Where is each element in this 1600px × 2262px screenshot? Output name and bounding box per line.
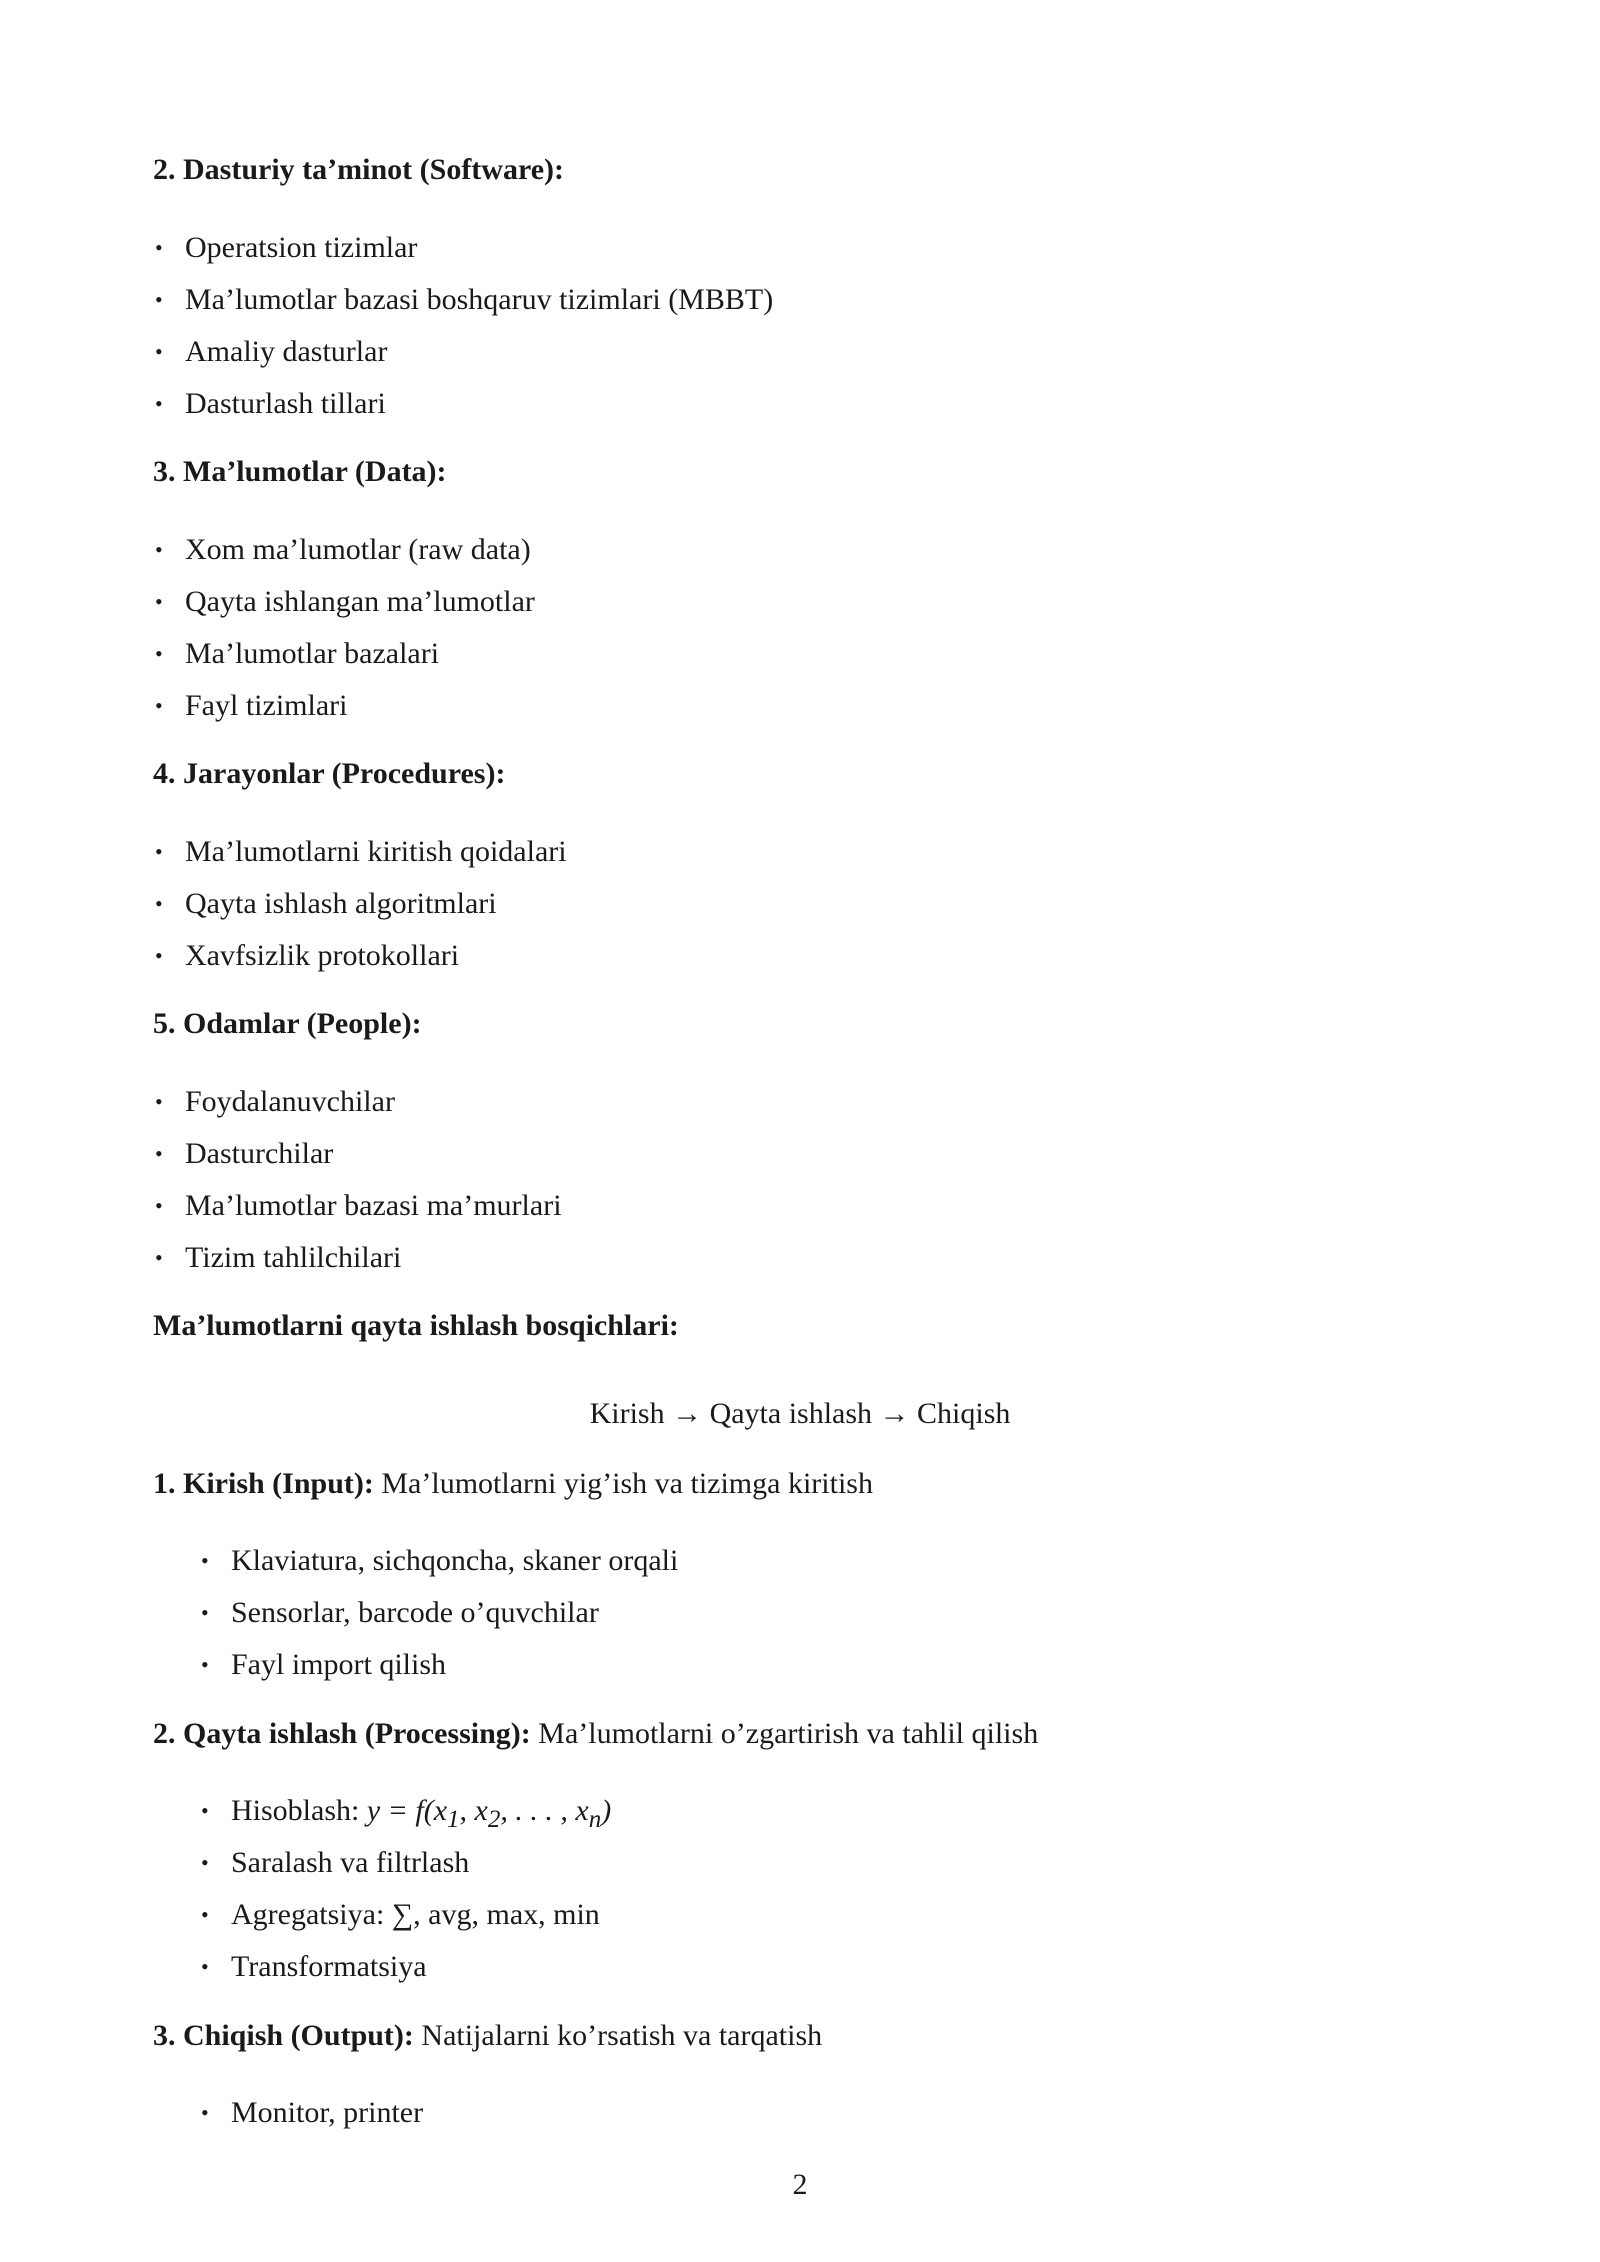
bullet-icon: • — [155, 589, 163, 614]
list-item: • Dasturlash tillari — [153, 378, 773, 430]
list-item: • Fayl import qilish — [199, 1639, 678, 1691]
input-paragraph — [153, 1467, 873, 1501]
list-item: • Ma’lumotlar bazasi ma’murlari — [153, 1180, 562, 1232]
bullet-icon: • — [201, 2100, 209, 2125]
bullet-icon: • — [201, 1902, 209, 1927]
list-item: • Xom ma’lumotlar (raw data) — [153, 524, 535, 576]
list-item: • Klaviatura, sichqoncha, skaner orqali — [199, 1535, 678, 1587]
output-list — [199, 2087, 423, 2139]
bullet-icon: • — [201, 1850, 209, 1875]
bullet-icon: • — [155, 1141, 163, 1166]
stages-heading: Ma’lumotlarni qayta ishlash bosqichlari: — [153, 1309, 679, 1342]
list-item: • Fayl tizimlari — [153, 680, 535, 732]
list-item: • Qayta ishlash algoritmlari — [153, 878, 567, 930]
input-title: 1. Kirish (Input): — [153, 1467, 374, 1500]
agg-formula: ∑, avg, max, min — [391, 1898, 600, 1931]
list-item: • Operatsion tizimlar — [153, 222, 773, 274]
list-item: • Amaliy dasturlar — [153, 326, 773, 378]
list-item: • Ma’lumotlar bazalari — [153, 628, 535, 680]
list-item: • Hisoblash: $y = f(x_1$, $x_2$, . . . , $x_n$) — [199, 1785, 611, 1837]
software-list — [153, 222, 773, 430]
list-item: • Sensorlar, barcode o’quvchilar — [199, 1587, 678, 1639]
bullet-icon: • — [201, 1548, 209, 1573]
page-number: 2 — [792, 2168, 808, 2201]
people-list — [153, 1076, 562, 1284]
list-item: • Ma’lumotlar bazasi boshqaruv tizimlari (MBBT) — [153, 274, 773, 326]
list-item: • Tizim tahlilchilari — [153, 1232, 562, 1284]
software-heading: 2. Dasturiy ta’minot (Software): — [153, 153, 565, 186]
processing-text: Ma’lumotlarni o’zgartirish va tahlil qilish — [538, 1717, 1039, 1750]
procedures-heading: 4. Jarayonlar (Procedures): — [153, 757, 506, 790]
list-item: • Saralash va filtrlash — [199, 1837, 611, 1889]
bullet-icon: • — [155, 641, 163, 666]
bullet-icon: • — [155, 537, 163, 562]
data-list — [153, 524, 535, 732]
processing-title: 2. Qayta ishlash (Processing): — [153, 1717, 531, 1750]
list-item: • Transformatsiya — [199, 1941, 611, 1993]
list-item: • Qayta ishlangan ma’lumotlar — [153, 576, 535, 628]
bullet-icon: • — [155, 339, 163, 364]
list-item: • Dasturchilar — [153, 1128, 562, 1180]
bullet-icon: • — [155, 943, 163, 968]
calc-formula: $y = f(x_1$, $x_2$, . . . , $x_n$) — [366, 1794, 612, 1833]
procedures-list — [153, 826, 567, 982]
bullet-icon: • — [155, 1089, 163, 1114]
output-paragraph — [153, 2019, 822, 2053]
bullet-icon: • — [201, 1798, 209, 1823]
bullet-icon: • — [201, 1954, 209, 1979]
bullet-icon: • — [201, 1652, 209, 1677]
data-heading: 3. Ma’lumotlar (Data): — [153, 455, 447, 488]
people-heading: 5. Odamlar (People): — [153, 1007, 422, 1040]
list-item: • Monitor, printer — [199, 2087, 423, 2139]
bullet-icon: • — [155, 1193, 163, 1218]
list-item: • Foydalanuvchilar — [153, 1076, 562, 1128]
output-text: Natijalarni ko’rsatish va tarqatish — [421, 2019, 823, 2052]
input-text: Ma’lumotlarni yig’ish va tizimga kiritish — [381, 1467, 873, 1500]
processing-list — [199, 1785, 611, 1993]
bullet-icon: • — [155, 235, 163, 260]
bullet-icon: • — [155, 287, 163, 312]
bullet-icon: • — [155, 891, 163, 916]
bullet-icon: • — [155, 693, 163, 718]
bullet-icon: • — [155, 1245, 163, 1270]
bullet-icon: • — [201, 1600, 209, 1625]
input-list — [199, 1535, 678, 1691]
processing-paragraph — [153, 1717, 1038, 1751]
list-item: • Xavfsizlik protokollari — [153, 930, 567, 982]
output-title: 3. Chiqish (Output): — [153, 2019, 414, 2052]
list-item: • Ma’lumotlarni kiritish qoidalari — [153, 826, 567, 878]
bullet-icon: • — [155, 839, 163, 864]
bullet-icon: • — [155, 391, 163, 416]
list-item: • Agregatsiya: ∑, avg, max, min — [199, 1889, 611, 1941]
stages-flow: Kirish → Qayta ishlash → Chiqish — [589, 1397, 1011, 1430]
